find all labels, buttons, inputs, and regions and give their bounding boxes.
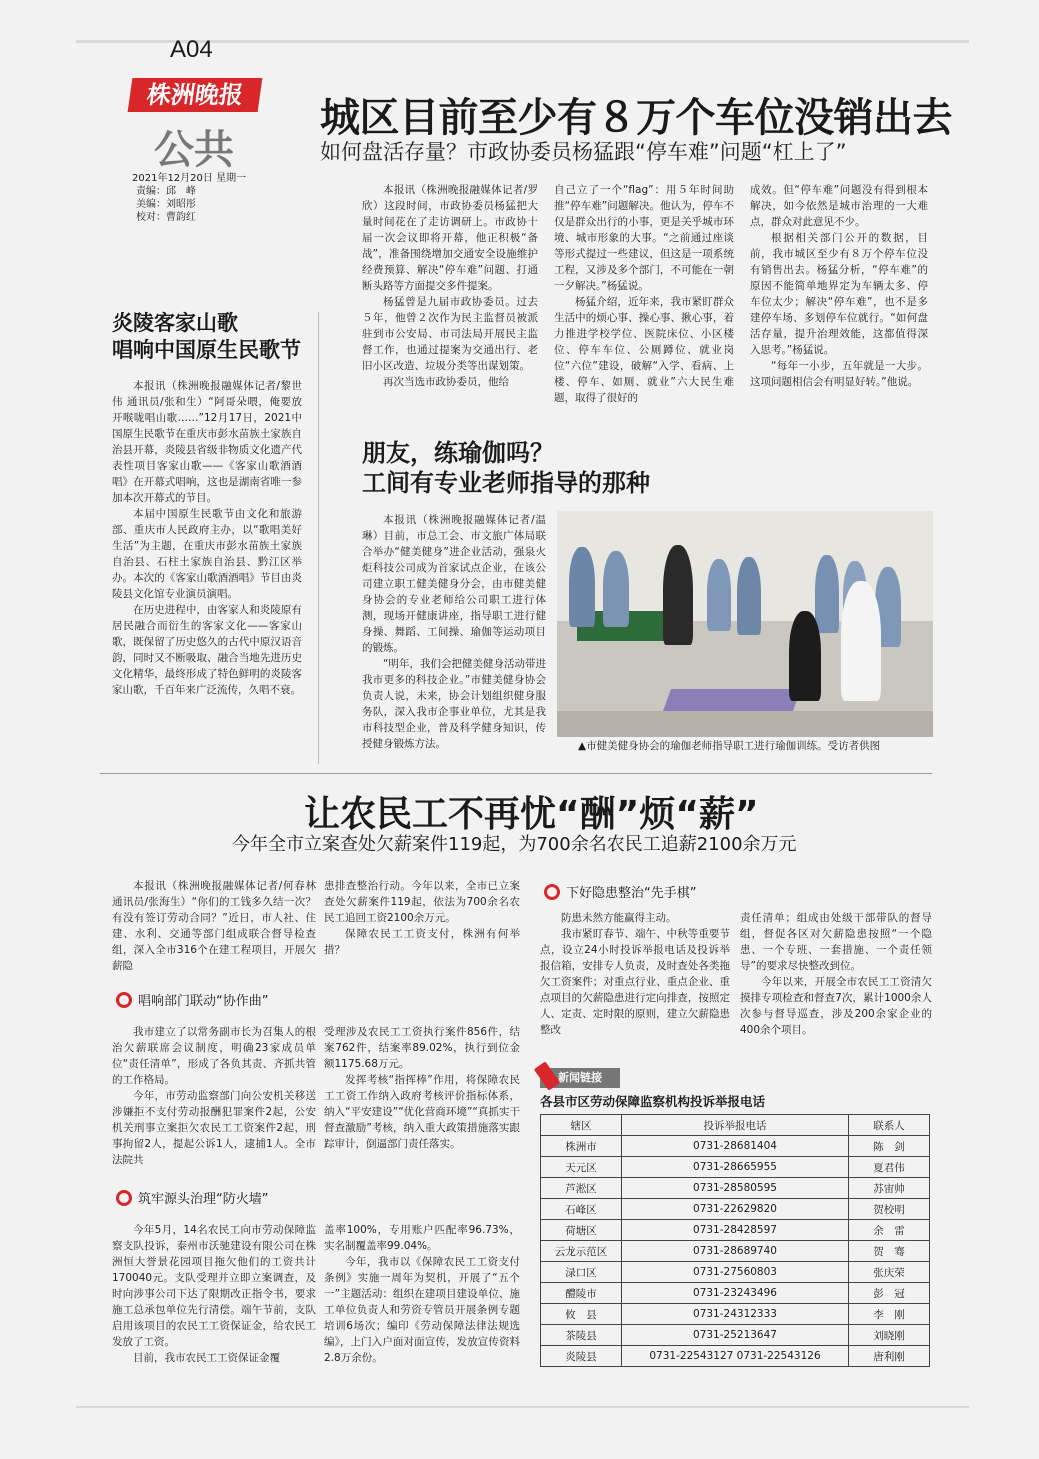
issue-meta <box>132 172 292 224</box>
yoga-body: 本报讯（株洲晚报融媒体记者/温琳）目前，市总工会、市文旅广体局联合举办“健美健身”进企业活动，强泉火炬科技公司成为首家试点企业，在该公司建立职工健美健身分会，由市健美健身协会的专业老师给公司职工进行体测，现场开健康讲座，指导职工进行健身操、舞蹈、工间操、瑜伽等运动项目的锻炼。 “明年，我们会把健美健身活动带进我市更多的科技企业。”市健美健身协会负责人说，未来，协会计划组织健身服务队，深入我市企事业单位，尤其是我市科技型企业，普及科学健身知识，传授健身锻炼方法。 <box>362 514 546 750</box>
lead-col-2: 自己立了一个“flag”：用５年时间助推“停车难”问题解决。他认为，停车不仅是群众出行的小事，更是关乎城市环境、城市形象的大事。“之前通过座谈等形式提过一些建议，但这是一项系统工程，又涉及多个部门，不可能在一朝一夕解决。”杨猛说。 杨猛介绍，近年来，我市紧盯群众生活中的烦心事、操心事、揪心事，着力推进学校学位、医院床位、小区楼位、停车车位、公厕蹲位、就业岗位“六位”建设，破解“入学、看病、上楼、停车、如厕、就业”六大民生难题，取得了很好的 <box>554 184 734 404</box>
yoga-photo <box>557 511 933 737</box>
firewall-col-2: 盖率100%，专用账户匹配率96.73%，实名制覆盖率99.04%。 今年，我市以《保障农民工工资支付条例》实施一周年为契机，开展了“五个一”主题活动：组织在建项目建设单位、施工单位负责人和劳资专管员开展条例专题培训6场次；编印《劳动保障法律法规选编》，上门入户面对面宣传，发放宣传资料2.8万余份。 <box>324 1224 520 1364</box>
hazard-col-2: 责任清单；组成由处级干部带队的督导组，督促各区对欠薪隐患按照“一个隐患、一个专班、一套措施、一个责任领导”的要求尽快整改到位。 今年以来，开展全市农民工工资清欠摸排专项检查和督查7次，累计1000余人次参与督导巡查，涉及200余家企业的400余个项目。 <box>740 912 932 1036</box>
table-row: 石峰区 0731-22629820 贺校明 <box>541 1199 930 1220</box>
table-row: 芦淞区 0731-28580595 苏宙帅 <box>541 1178 930 1199</box>
subhead-coordination: 唱响部门联动“协作曲” <box>116 990 268 1009</box>
section-title: 公共 <box>154 126 234 173</box>
hotline-table <box>540 1114 930 1367</box>
issue-date: 2021年12月20日 星期一 <box>132 173 247 184</box>
column-divider <box>318 312 319 764</box>
coordination-col-2: 受理涉及农民工工资执行案件856件，结案762件，结案率89.02%，执行到位金额1175.68万元。 发挥考核“指挥棒”作用，将保障农民工工资工作纳入政府考核评价指标体系，纳入“平安建设”“优化营商环境”“真抓实干督查激励”考核，纳入重大政策措施落实跟踪审计，倒逼部门责任落实。 <box>324 1026 520 1150</box>
circle-bullet-icon <box>116 992 132 1008</box>
col-header: 投诉举报电话 <box>622 1115 849 1136</box>
yoga-headline: 朋友，练瑜伽吗？ 工间有专业老师指导的那种 <box>362 439 650 497</box>
wages-headline: 让农民工不再忧“酬”烦“薪” <box>304 794 759 835</box>
wages-intro-b: 患排查整治行动。今年以来，全市已立案查处欠薪案件119起，依法为700余名农民工追回工资2100余万元。 保障农民工工资支付，株洲有何举措？ <box>324 880 520 956</box>
page-number: A04 <box>170 36 213 63</box>
wages-intro-a: 本报讯（株洲晚报融媒体记者/何春林 通讯员/张海生）“你们的工钱多久结一次？有没有签订劳动合同？”近日，市人社、住建、水利、交通等部门组成联合督导检查组，深入全市316个在建工程项目，开展欠薪隐 <box>112 880 316 972</box>
lead-col-1: 本报讯（株洲晚报融媒体记者/罗欣）这段时间，市政协委员杨猛把大量时间花在了走访调研上。市政协十届一次会议即将开幕，他正积极“备战”，准备围绕增加交通安全设施维护经费预算、解决“停车难”问题、打通断头路等方面提交多件提案。 杨猛曾是九届市政协委员。过去５年，他曾２次作为民主监督员被派驻到市公安局、市司法局开展民主监督工作，也通过提案为交通出行、老旧小区改造、垃圾分类等出谋划策。 再次当选市政协委员，他给 <box>362 184 538 388</box>
coordination-col-1: 我市建立了以常务副市长为召集人的根治欠薪联席会议制度，明确23家成员单位“责任清单”，形成了各负其责、齐抓共管的工作格局。 今年，市劳动监察部门向公安机关移送涉嫌拒不支付劳动报酬犯罪案件2起，公安机关刑事立案拒欠农民工工资案件2起，刑事拘留2人，提起公诉1人，逮捕1人。全市法院共 <box>112 1026 316 1166</box>
lead-subheadline: 如何盘活存量？市政协委员杨猛跟“停车难”问题“杠上了” <box>320 140 847 164</box>
table-row: 醴陵市 0731-23243496 彭 冠 <box>541 1283 930 1304</box>
circle-bullet-icon <box>544 884 560 900</box>
wages-subheadline: 今年全市立案查处欠薪案件119起，为700余名农民工追薪2100余万元 <box>232 834 797 855</box>
lead-col-3: 成效。但“停车难”问题没有得到根本解决，如今依然是城市治理的一大难点，群众对此意见不少。 根据相关部门公开的数据，目前，我市城区至少有８万个停车位没有销售出去。杨猛分析，“停车难”的原因不能简单地界定为车辆太多、停车位太少；解决“停车难”，也不是多建停车场、多划停车位就行。“如何盘活存量，提升治理效能，这都值得深入思考。”杨猛说。 “每年一小步，五年就是一大步。这项问题相信会有明显好转。”他说。 <box>750 184 928 388</box>
bottom-rule <box>76 1406 969 1408</box>
col-header: 辖区 <box>541 1115 622 1136</box>
hotline-table-title: 各县市区劳动保障监察机构投诉举报电话 <box>540 1094 766 1109</box>
proofreader: 校对：曹韵红 <box>136 212 196 223</box>
table-row: 株洲市 0731-28681404 陈 剑 <box>541 1136 930 1157</box>
table-row: 云龙示范区 0731-28689740 贺 骞 <box>541 1241 930 1262</box>
table-row: 茶陵县 0731-25213647 刘晓刚 <box>541 1325 930 1346</box>
table-row: 渌口区 0731-27560803 张庆荣 <box>541 1262 930 1283</box>
subhead-hazard: 下好隐患整治“先手棋” <box>544 882 696 901</box>
lead-headline: 城区目前至少有８万个车位没销出去 <box>320 95 952 141</box>
hakka-body: 本报讯（株洲晚报融媒体记者/黎世伟 通讯员/张和生）“阿哥朵喂，俺要放开喉咙唱山歌……”12月17日，2021中国原生民歌节在重庆市彭水苗族土家族自治县开幕，炎陵县省级非物质文化遗产代表性项目客家山歌——《客家山歌酒酒唱》在开幕式唱响，这也是湖南省唯一参加本次开幕式的节目。 本届中国原生民歌节由文化和旅游部、重庆市人民政府主办，以“歌唱美好生活”为主题，在重庆市彭水苗族土家族自治县、石柱土家族自治县、黔江区举办。本次的《客家山歌酒酒唱》节目由炎陵县文化馆专业演员演唱。 在历史进程中，由客家人和炎陵原有居民融合而衍生的客家文化——客家山歌，既保留了历史悠久的古代中原汉语音韵，同时又不断吸取、融合当地先进历史文化精华，最终形成了特色鲜明的炎陵客家山歌，千百年来广泛流传，久唱不衰。 <box>112 380 302 696</box>
table-row: 攸 县 0731-24312333 李 刚 <box>541 1304 930 1325</box>
table-row: 炎陵县 0731-22543127 0731-22543126 唐利刚 <box>541 1346 930 1367</box>
news-link-tag: 新闻链接 <box>540 1068 620 1088</box>
section-rule <box>100 773 932 774</box>
masthead-logo: 株洲晚报 <box>128 78 263 112</box>
editor: 责编：邱 峰 <box>136 186 196 197</box>
table-header-row <box>541 1115 930 1136</box>
circle-bullet-icon <box>116 1190 132 1206</box>
firewall-col-1: 今年5月，14名农民工向市劳动保障监察支队投诉，泰州市沃驰建设有限公司在株洲恒大誉景花园项目拖欠他们的工资共计170040元。支队受理并立即立案调查，及时向涉事公司下达了限期改正指令书，要求施工总承包单位先行清偿。端午节前，支队启用该项目的农民工工资保证金，给农民工发放了工资。 目前，我市农民工工资保证金覆 <box>112 1224 316 1364</box>
hazard-col-1: 防患未然方能赢得主动。 我市紧盯春节、端午、中秋等重要节点，设立24小时投诉举报电话及投诉举报信箱，安排专人负责，及时查处各类拖欠工资案件；对重点行业、重点企业、重点项目的欠薪隐患进行定向排查，按照定人、定责、定时限的原则，建立欠薪隐患整改 <box>540 912 730 1036</box>
designer: 美编：刘昭彤 <box>136 199 196 210</box>
photo-caption: ▲市健美健身协会的瑜伽老师指导职工进行瑜伽训练。受访者供图 <box>578 740 881 752</box>
subhead-firewall: 筑牢源头治理“防火墙” <box>116 1188 268 1207</box>
table-row: 天元区 0731-28665955 夏君伟 <box>541 1157 930 1178</box>
table-row: 荷塘区 0731-28428597 余 雷 <box>541 1220 930 1241</box>
col-header: 联系人 <box>849 1115 930 1136</box>
hakka-headline: 炎陵客家山歌 唱响中国原生民歌节 <box>112 311 301 362</box>
